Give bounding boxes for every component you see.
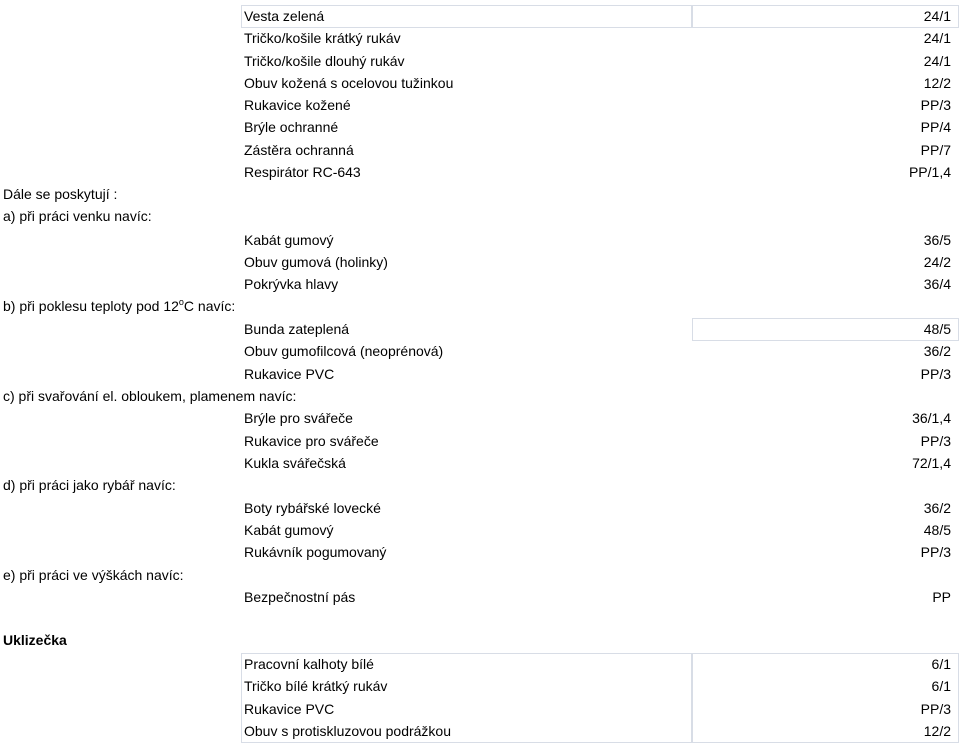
section-label-row <box>0 564 959 586</box>
item-code: 36/2 <box>923 343 951 359</box>
section-label-row <box>0 295 959 317</box>
item-code: PP/3 <box>920 97 951 113</box>
item-code: 24/2 <box>923 254 951 270</box>
item-name: Kabát gumový <box>244 522 334 538</box>
list-item <box>0 586 959 608</box>
section-label-row <box>0 385 959 407</box>
list-item <box>0 519 959 541</box>
section-heading: Uklizečka <box>3 632 67 648</box>
item-name: Rukavice PVC <box>244 701 335 717</box>
item-code: PP/3 <box>920 366 951 382</box>
intro-label: Dále se poskytují : <box>3 186 118 202</box>
item-code: 12/2 <box>923 723 951 739</box>
item-name: Boty rybářské lovecké <box>244 500 381 516</box>
item-name: Obuv gumofilcová (neoprénová) <box>244 343 444 359</box>
item-name: Kukla svářečská <box>244 455 346 471</box>
item-code: 36/4 <box>923 276 951 292</box>
item-name: Pokrývka hlavy <box>244 276 339 292</box>
item-name: Brýle pro svářeče <box>244 410 353 426</box>
item-name: Respirátor RC-643 <box>244 164 361 180</box>
list-item <box>0 116 959 138</box>
item-code: 36/2 <box>923 500 951 516</box>
item-code: 72/1,4 <box>912 455 951 471</box>
list-item <box>0 5 959 27</box>
item-name: Pracovní kalhoty bílé <box>244 656 374 672</box>
item-code: 6/1 <box>931 678 951 694</box>
list-item <box>0 430 959 452</box>
item-code: 12/2 <box>923 75 951 91</box>
item-code: PP <box>932 589 951 605</box>
list-item <box>0 363 959 385</box>
item-code: 24/1 <box>923 8 951 24</box>
section-b-label-pre: b) při poklesu teploty pod 12 <box>3 298 179 314</box>
list-item <box>0 340 959 362</box>
item-name: Tričko/košile dlouhý rukáv <box>244 53 405 69</box>
list-item <box>0 653 959 675</box>
section-a-label: a) při práci venku navíc: <box>3 208 152 224</box>
list-item <box>0 698 959 720</box>
item-name: Obuv gumová (holinky) <box>244 254 388 270</box>
list-item <box>0 139 959 161</box>
list-item <box>0 497 959 519</box>
item-code: 24/1 <box>923 53 951 69</box>
list-item <box>0 251 959 273</box>
item-code: PP/7 <box>920 142 951 158</box>
item-name: Rukávník pogumovaný <box>244 544 387 560</box>
list-item <box>0 318 959 340</box>
item-name: Bezpečnostní pás <box>244 589 356 605</box>
item-name: Vesta zelená <box>244 8 325 24</box>
list-item <box>0 72 959 94</box>
item-code: PP/3 <box>920 544 951 560</box>
item-name: Brýle ochranné <box>244 119 339 135</box>
item-code: PP/3 <box>920 433 951 449</box>
section-d-label: d) při práci jako rybář navíc: <box>3 477 176 493</box>
item-code: PP/3 <box>920 701 951 717</box>
list-item <box>0 161 959 183</box>
list-item <box>0 229 959 251</box>
section-b-label-post: C navíc: <box>183 298 236 314</box>
item-code: 6/1 <box>931 656 951 672</box>
item-code: 36/5 <box>923 232 951 248</box>
item-name: Obuv s protiskluzovou podrážkou <box>244 723 451 739</box>
degree-sup: o <box>178 297 184 307</box>
item-name: Rukavice pro svářeče <box>244 433 379 449</box>
list-item <box>0 452 959 474</box>
item-code: PP/1,4 <box>908 164 951 180</box>
item-name: Bunda zateplená <box>244 321 350 337</box>
item-name: Kabát gumový <box>244 232 334 248</box>
item-code: 48/5 <box>923 321 951 337</box>
section-e-label: e) při práci ve výškách navíc: <box>3 567 184 583</box>
item-code: 36/1,4 <box>912 410 951 426</box>
item-name: Rukavice PVC <box>244 366 335 382</box>
item-name: Tričko/košile krátký rukáv <box>244 30 401 46</box>
list-item <box>0 720 959 742</box>
section-b-label <box>3 295 235 317</box>
item-code: 48/5 <box>923 522 951 538</box>
list-item <box>0 407 959 429</box>
item-code: 24/1 <box>923 30 951 46</box>
item-name: Obuv kožená s ocelovou tužinkou <box>244 75 454 91</box>
list-item <box>0 94 959 116</box>
list-item <box>0 273 959 295</box>
intro-line <box>0 183 959 205</box>
section-c-label: c) při svařování el. obloukem, plamenem navíc: <box>3 388 297 404</box>
section-label-row <box>0 205 959 227</box>
item-name: Rukavice kožené <box>244 97 351 113</box>
item-name: Tričko bílé krátký rukáv <box>244 678 388 694</box>
list-item <box>0 541 959 563</box>
list-item <box>0 27 959 49</box>
item-name: Zástěra ochranná <box>244 142 354 158</box>
section-label-row <box>0 474 959 496</box>
list-item <box>0 675 959 697</box>
item-code: PP/4 <box>920 119 951 135</box>
list-item <box>0 50 959 72</box>
